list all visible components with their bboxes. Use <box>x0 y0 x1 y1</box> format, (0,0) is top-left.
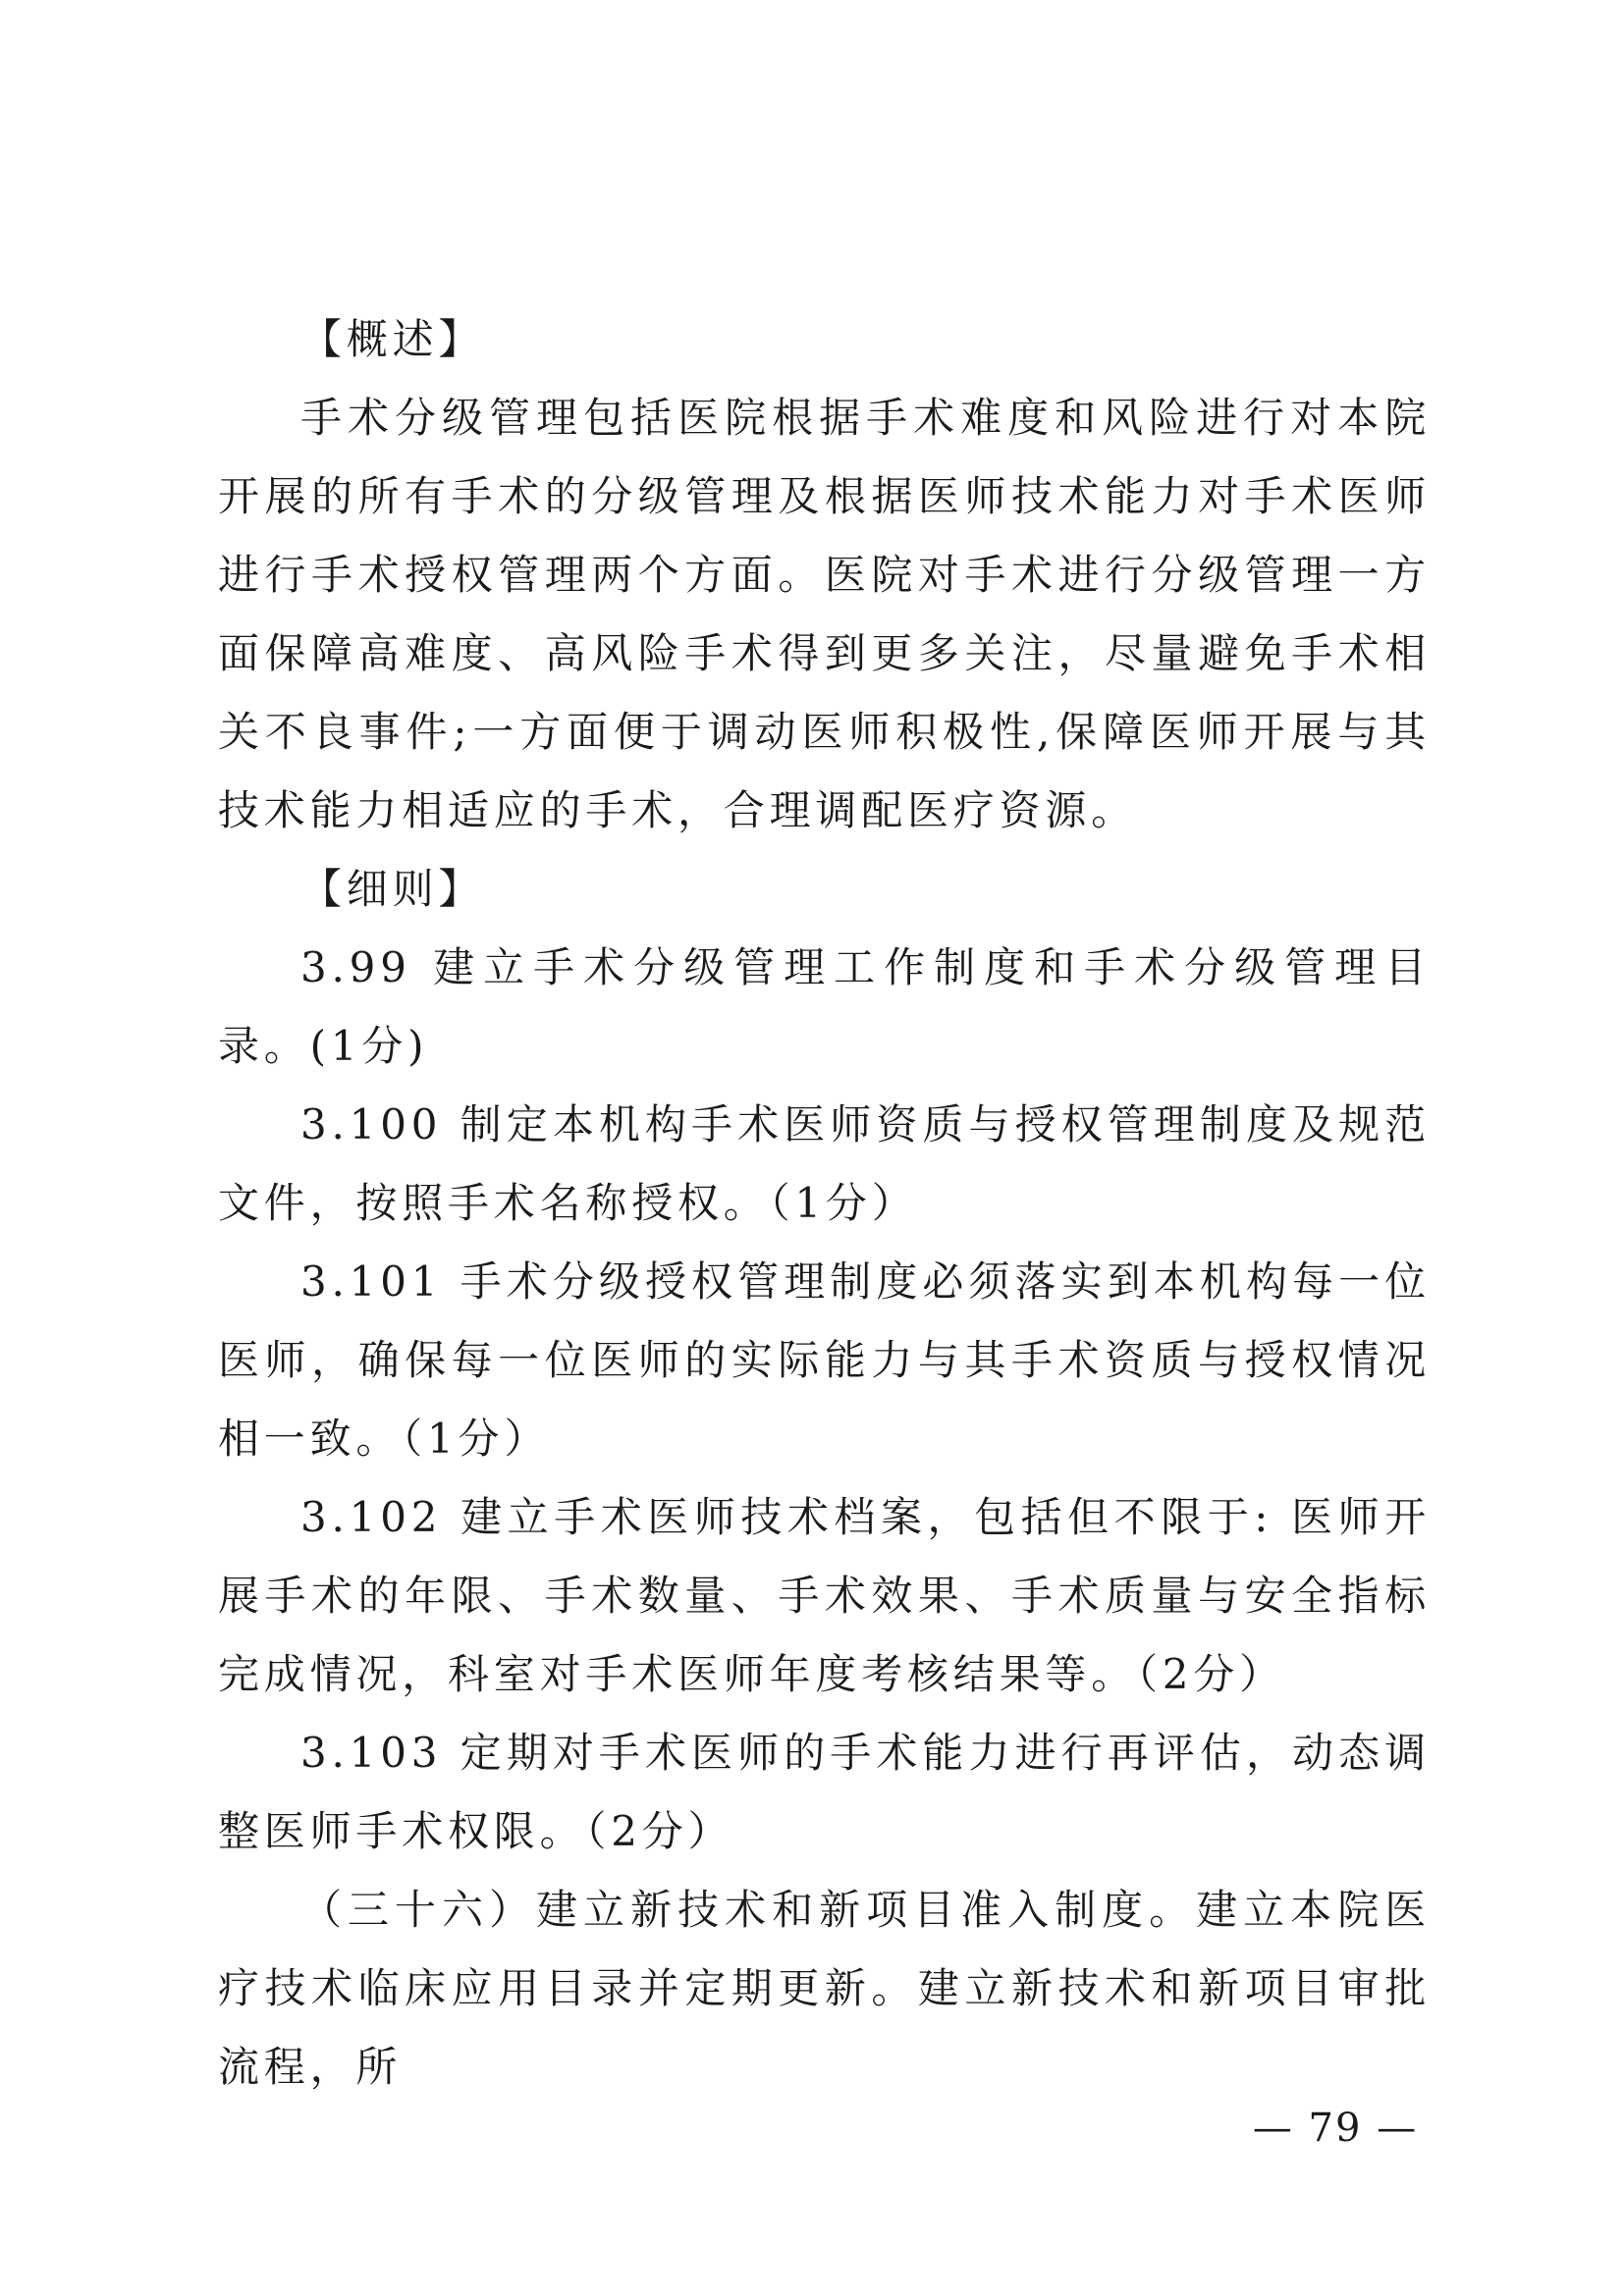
section-heading-details: 【细则】 <box>300 865 485 913</box>
detail-item-3-103: 3.103 定期对手术医师的手术能力进行再评估，动态调整医师手术权限。（2分） <box>218 1729 1431 1855</box>
item-36-paragraph: （三十六）建立新技术和新项目准入制度。建立本院医疗技术临床应用目录并定期更新。建立新技术和新项目审批流程，所 <box>218 1886 1431 2091</box>
section-heading-overview: 【概述】 <box>300 315 485 363</box>
overview-paragraph: 手术分级管理包括医院根据手术难度和风险进行对本院开展的所有手术的分级管理及根据医师技术能力对手术医师进行手术授权管理两个方面。医院对手术进行分级管理一方面保障高难度、高风险手术得到更多关注，尽量避免手术相关不良事件;一方面便于调动医师积极性,保障医师开展与其技术能力相适应的手术，合理调配医疗资源。 <box>218 394 1431 834</box>
detail-item-3-102: 3.102 建立手术医师技术档案，包括但不限于: 医师开展手术的年限、手术数量、手术效果、手术质量与安全指标完成情况，科室对手术医师年度考核结果等。（2分） <box>218 1493 1431 1698</box>
detail-item-3-100: 3.100 制定本机构手术医师资质与授权管理制度及规范文件，按照手术名称授权。（1分） <box>218 1100 1431 1227</box>
page-number: — 79 — <box>1252 2106 1419 2151</box>
detail-item-3-99: 3.99 建立手术分级管理工作制度和手术分级管理目录。(1分) <box>218 943 1431 1070</box>
detail-item-3-101: 3.101 手术分级授权管理制度必须落实到本机构每一位医师，确保每一位医师的实际能力与其手术资质与授权情况相一致。（1分） <box>218 1257 1431 1463</box>
document-body <box>218 300 1431 2107</box>
